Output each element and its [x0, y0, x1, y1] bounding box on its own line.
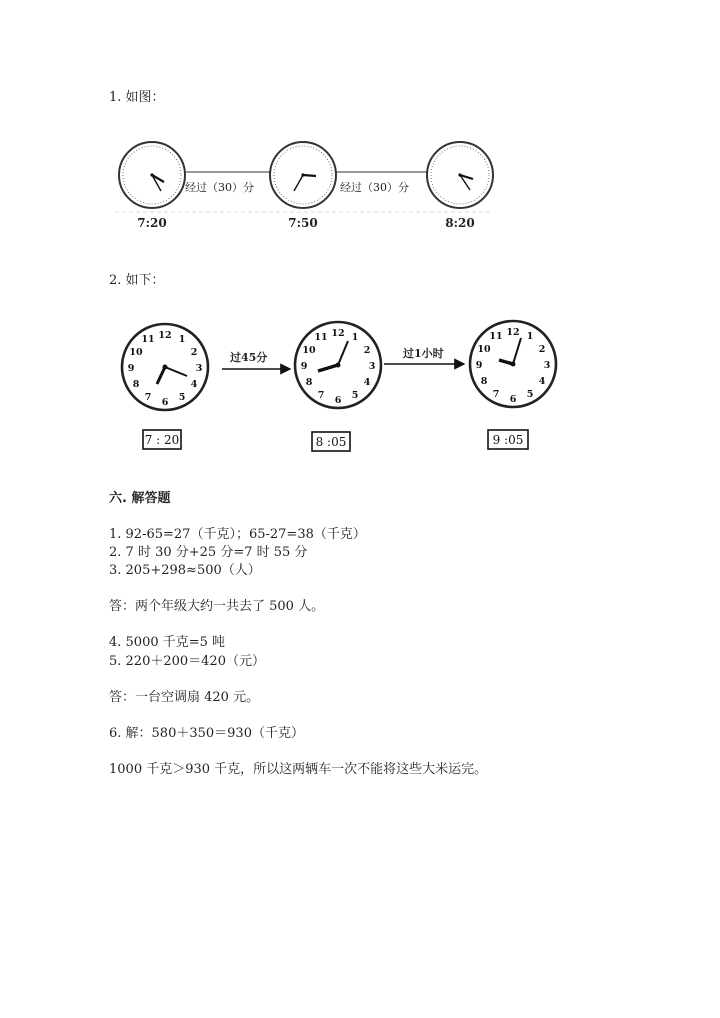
svg-text:9: 9: [127, 363, 135, 374]
svg-text:3: 3: [195, 363, 203, 374]
time-label: 7 : 20: [144, 433, 180, 447]
svg-text:12: 12: [506, 327, 520, 338]
time-label: 8 :05: [315, 435, 347, 449]
svg-text:10: 10: [477, 344, 491, 355]
step-label: 经过（30）分: [185, 181, 254, 194]
clock-icon: [270, 142, 336, 208]
time-label: 8:20: [445, 216, 475, 230]
svg-text:6: 6: [334, 395, 342, 406]
svg-text:1: 1: [178, 334, 186, 345]
step-label: 过45分: [230, 351, 268, 364]
item2-heading: 2. 如下：: [109, 273, 165, 288]
svg-text:2: 2: [363, 345, 371, 356]
time-label: 7:50: [288, 216, 318, 230]
section-heading: 六. 解答题: [109, 491, 171, 506]
answer-line: 5. 220＋200＝420（元）: [109, 654, 265, 669]
svg-text:7: 7: [144, 392, 152, 403]
answer-line: 6. 解：580＋350＝930（千克）: [109, 726, 304, 741]
svg-text:6: 6: [161, 397, 169, 408]
svg-text:7: 7: [317, 390, 325, 401]
time-label: 7:20: [137, 216, 167, 230]
clock-icon: [427, 142, 493, 208]
answer-line: 答：一台空调扇 420 元。: [109, 690, 260, 705]
svg-text:3: 3: [543, 360, 551, 371]
svg-text:3: 3: [368, 361, 376, 372]
svg-text:5: 5: [526, 389, 534, 400]
time-label: 9 :05: [492, 433, 524, 447]
svg-text:11: 11: [314, 332, 328, 343]
svg-text:8: 8: [132, 379, 140, 390]
step-label: 过1小时: [403, 347, 444, 360]
svg-text:4: 4: [538, 376, 546, 387]
clock-icon: [119, 142, 185, 208]
clock-icon: [295, 322, 381, 408]
answer-line: 2. 7 时 30 分+25 分=7 时 55 分: [109, 545, 308, 560]
svg-text:2: 2: [538, 344, 546, 355]
answer-line: 4. 5000 千克=5 吨: [109, 635, 226, 650]
svg-text:4: 4: [190, 379, 198, 390]
svg-text:8: 8: [305, 377, 313, 388]
step-label: 经过（30）分: [340, 181, 409, 194]
svg-text:11: 11: [141, 334, 155, 345]
svg-text:6: 6: [509, 394, 517, 405]
svg-text:4: 4: [363, 377, 371, 388]
clock-diagram-2: [110, 312, 570, 460]
clock-diagram-1: [110, 135, 500, 235]
svg-text:9: 9: [300, 361, 308, 372]
answer-line: 3. 205+298≈500（人）: [109, 563, 261, 578]
answer-line: 答：两个年级大约一共去了 500 人。: [109, 599, 325, 614]
svg-text:5: 5: [178, 392, 186, 403]
svg-text:10: 10: [302, 345, 316, 356]
clock-icon: [470, 321, 556, 407]
svg-text:7: 7: [492, 389, 500, 400]
answer-line: 1000 千克＞930 千克，所以这两辆车一次不能将这些大米运完。: [109, 762, 488, 777]
svg-text:11: 11: [489, 331, 503, 342]
svg-text:1: 1: [351, 332, 359, 343]
clock-icon: [122, 324, 208, 410]
item1-heading: 1. 如图：: [109, 90, 165, 105]
answer-line: 1. 92-65=27（千克）；65-27=38（千克）: [109, 527, 366, 542]
svg-text:2: 2: [190, 347, 198, 358]
svg-text:12: 12: [158, 330, 172, 341]
svg-text:10: 10: [129, 347, 143, 358]
svg-text:9: 9: [475, 360, 483, 371]
svg-text:8: 8: [480, 376, 488, 387]
svg-text:12: 12: [331, 328, 345, 339]
svg-text:5: 5: [351, 390, 359, 401]
svg-text:1: 1: [526, 331, 534, 342]
